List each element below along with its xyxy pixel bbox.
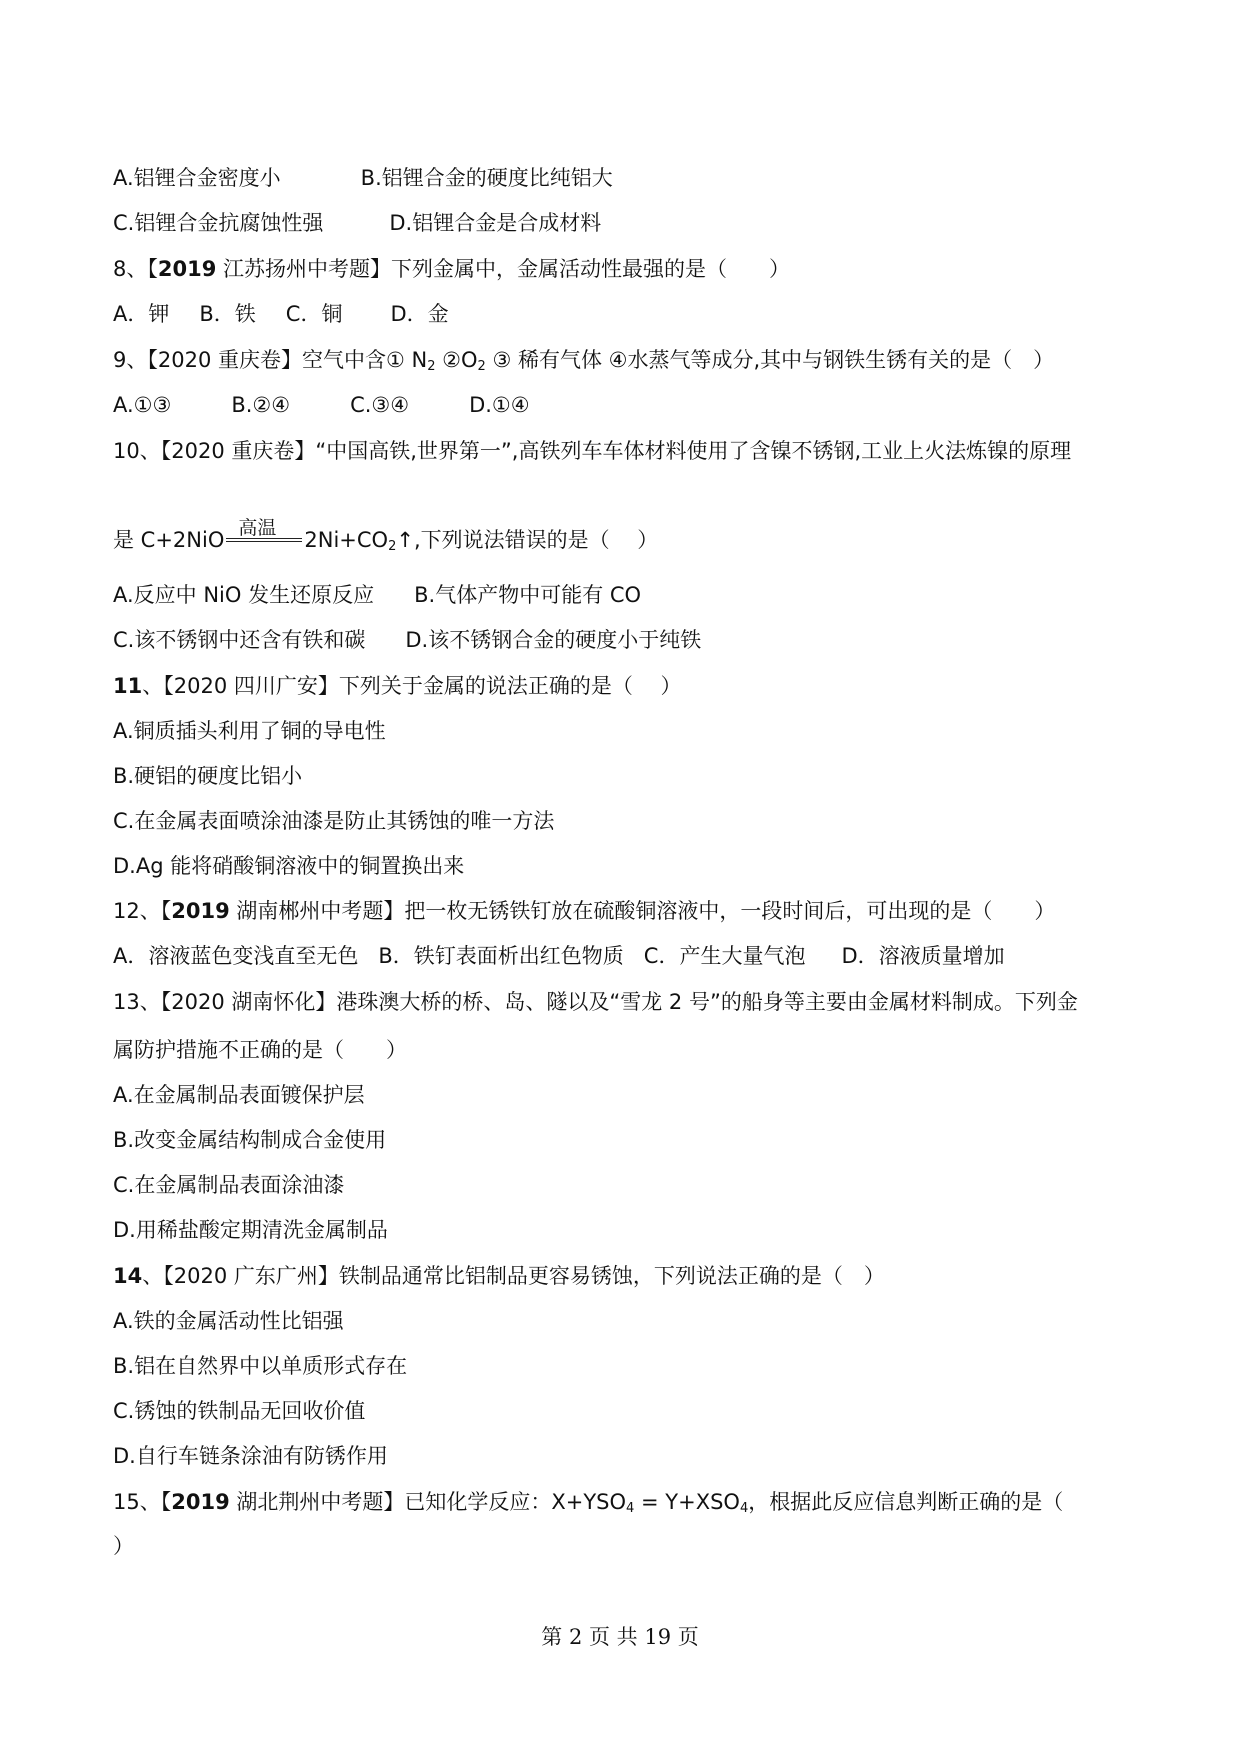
q9-source: 【2020 重庆卷】 (147, 348, 302, 372)
q15-number: 15、 (113, 1490, 161, 1514)
q10-option-a: A.反应中 NiO 发生还原反应 (113, 583, 375, 607)
q8-number: 8、 (113, 257, 148, 281)
q10-equation-left: 是 C+2NiO (113, 528, 225, 552)
q7-options-row2 (113, 209, 601, 237)
q12-option-b: B．铁钉表面析出红色物质 (378, 944, 624, 968)
q13-stem-line1 (113, 988, 1078, 1016)
q13-stem-line2: 属防护措施不正确的是（ ） (113, 1038, 407, 1062)
q8-source-year: 2019 (157, 257, 217, 281)
q14-option-d: D.自行车链条涂油有防锈作用 (113, 1444, 388, 1468)
q13-option-d: D.用稀盐酸定期清洗金属制品 (113, 1218, 388, 1242)
q14-number: 14 (113, 1264, 143, 1288)
q10-number: 10、 (113, 439, 161, 463)
q8-option-d: D．金 (390, 302, 449, 326)
q8-option-b: B．铁 (199, 302, 256, 326)
q10-options-row2 (113, 626, 701, 654)
q9-option-c: C.③④ (350, 393, 410, 417)
page-footer: 第 2 页 共 19 页 (541, 1625, 699, 1649)
q9-stem (113, 346, 1054, 374)
q11-option-b: B.硬铝的硬度比铝小 (113, 764, 303, 788)
q15-question-part3: ，根据此反应信息判断正确的是（ (748, 1490, 1064, 1514)
q15-question-part1: 已知化学反应：X+YSO (404, 1490, 627, 1514)
q7-options-row1 (113, 164, 613, 192)
q14-separator: 、 (142, 1264, 164, 1288)
q15-subscript-2: 4 (739, 1501, 749, 1516)
q12-source-rest: 湖南郴州中考题】 (229, 899, 405, 923)
q15-source-rest: 湖北荆州中考题】 (229, 1490, 405, 1514)
q14-source: 【2020 广东广州】 (163, 1264, 339, 1288)
q12-option-c: C．产生大量气泡 (643, 944, 806, 968)
q9-option-b: B.②④ (231, 393, 291, 417)
q9-n2-subscript: 2 (427, 359, 436, 374)
q7-option-c: C.铝锂合金抗腐蚀性强 (113, 211, 324, 235)
q9-o2-subscript: 2 (477, 359, 486, 374)
q13-source: 【2020 湖南怀化】 (160, 990, 337, 1014)
q10-equation-right: 2Ni+CO (304, 528, 389, 552)
q11-stem (113, 672, 682, 700)
q15-source-year: 2019 (171, 1490, 230, 1514)
q11-source: 【2020 四川广安】 (163, 674, 339, 698)
q8-source-open: 【 (147, 257, 158, 281)
q14-stem (113, 1262, 885, 1290)
q14-question: 铁制品通常比铝制品更容易锈蚀，下列说法正确的是（ ） (338, 1264, 885, 1288)
q13-number: 13、 (113, 990, 161, 1014)
q9-question-part2: ②O (435, 348, 478, 372)
q11-question: 下列关于金属的说法正确的是（ ） (338, 674, 682, 698)
q10-stem-line1 (113, 437, 1071, 465)
q8-option-a: A．钾 (113, 302, 170, 326)
q12-options (113, 942, 1005, 970)
q13-option-b: B.改变金属结构制成合金使用 (113, 1128, 387, 1152)
q9-options (113, 391, 530, 419)
reaction-equals-sign (226, 538, 302, 542)
q12-source-year: 2019 (171, 899, 230, 923)
q9-option-d: D.①④ (469, 393, 530, 417)
q10-question-tail: ↑,下列说法错误的是（ ） (396, 528, 659, 552)
q8-question: 下列金属中，金属活动性最强的是（ ） (391, 257, 791, 281)
q9-option-a: A.①③ (113, 393, 172, 417)
q11-option-c: C.在金属表面喷涂油漆是防止其锈蚀的唯一方法 (113, 809, 555, 833)
q7-option-b: B.铝锂合金的硬度比纯铝大 (360, 166, 613, 190)
q8-source-rest: 江苏扬州中考题】 (216, 257, 392, 281)
q9-number: 9、 (113, 348, 148, 372)
q12-stem (113, 897, 1055, 925)
reaction-condition (224, 517, 304, 554)
q11-separator: 、 (142, 674, 164, 698)
q7-option-a: A.铝锂合金密度小 (113, 166, 281, 190)
q15-stem-line2: ） (113, 1534, 134, 1558)
q15-source-open: 【 (160, 1490, 172, 1514)
q10-co2-subscript: 2 (388, 539, 397, 554)
q13-option-a: A.在金属制品表面镀保护层 (113, 1083, 365, 1107)
q11-option-d: D.Ag 能将硝酸铜溶液中的铜置换出来 (113, 854, 465, 878)
q9-question-part1: 空气中含① N (302, 348, 428, 372)
q13-option-c: C.在金属制品表面涂油漆 (113, 1173, 345, 1197)
q12-number: 12、 (113, 899, 161, 923)
q12-source-open: 【 (160, 899, 172, 923)
q11-number: 11 (113, 674, 143, 698)
q9-question-part3: ③ 稀有气体 ④水蒸气等成分,其中与钢铁生锈有关的是（ ） (485, 348, 1055, 372)
q8-options (113, 300, 449, 328)
q10-stem-line2 (113, 517, 659, 554)
q8-stem (113, 255, 790, 283)
q12-option-d: D．溶液质量增加 (841, 944, 1005, 968)
q14-option-c: C.锈蚀的铁制品无回收价值 (113, 1399, 366, 1423)
q10-source: 【2020 重庆卷】 (160, 439, 316, 463)
q15-subscript-1: 4 (626, 1501, 635, 1516)
q7-option-d: D.铝锂合金是合成材料 (389, 211, 602, 235)
reaction-condition-label: 高温 (238, 517, 277, 539)
q8-option-c: C．铜 (285, 302, 343, 326)
q10-option-c: C.该不锈钢中还含有铁和碳 (113, 628, 366, 652)
q15-question-part2: = Y+XSO (634, 1490, 740, 1514)
q12-question: 把一枚无锈铁钉放在硫酸铜溶液中，一段时间后，可出现的是（ ） (404, 899, 1056, 923)
q13-question-line1: 港珠澳大桥的桥、岛、隧以及“雪龙 2 号”的船身等主要由金属材料制成。下列金 (336, 990, 1078, 1014)
q14-option-a: A.铁的金属活动性比铝强 (113, 1309, 344, 1333)
q10-options-row1 (113, 581, 641, 609)
q11-option-a: A.铜质插头利用了铜的导电性 (113, 719, 386, 743)
q14-option-b: B.铝在自然界中以单质形式存在 (113, 1354, 408, 1378)
q10-option-d: D.该不锈钢合金的硬度小于纯铁 (405, 628, 702, 652)
q10-option-b: B.气体产物中可能有 CO (414, 583, 642, 607)
q15-stem-line1 (113, 1488, 1063, 1516)
q10-question-line1: “中国高铁,世界第一”,高铁列车车体材料使用了含镍不锈钢,工业上火法炼镍的原理 (315, 439, 1072, 463)
q12-option-a: A．溶液蓝色变浅直至无色 (113, 944, 359, 968)
